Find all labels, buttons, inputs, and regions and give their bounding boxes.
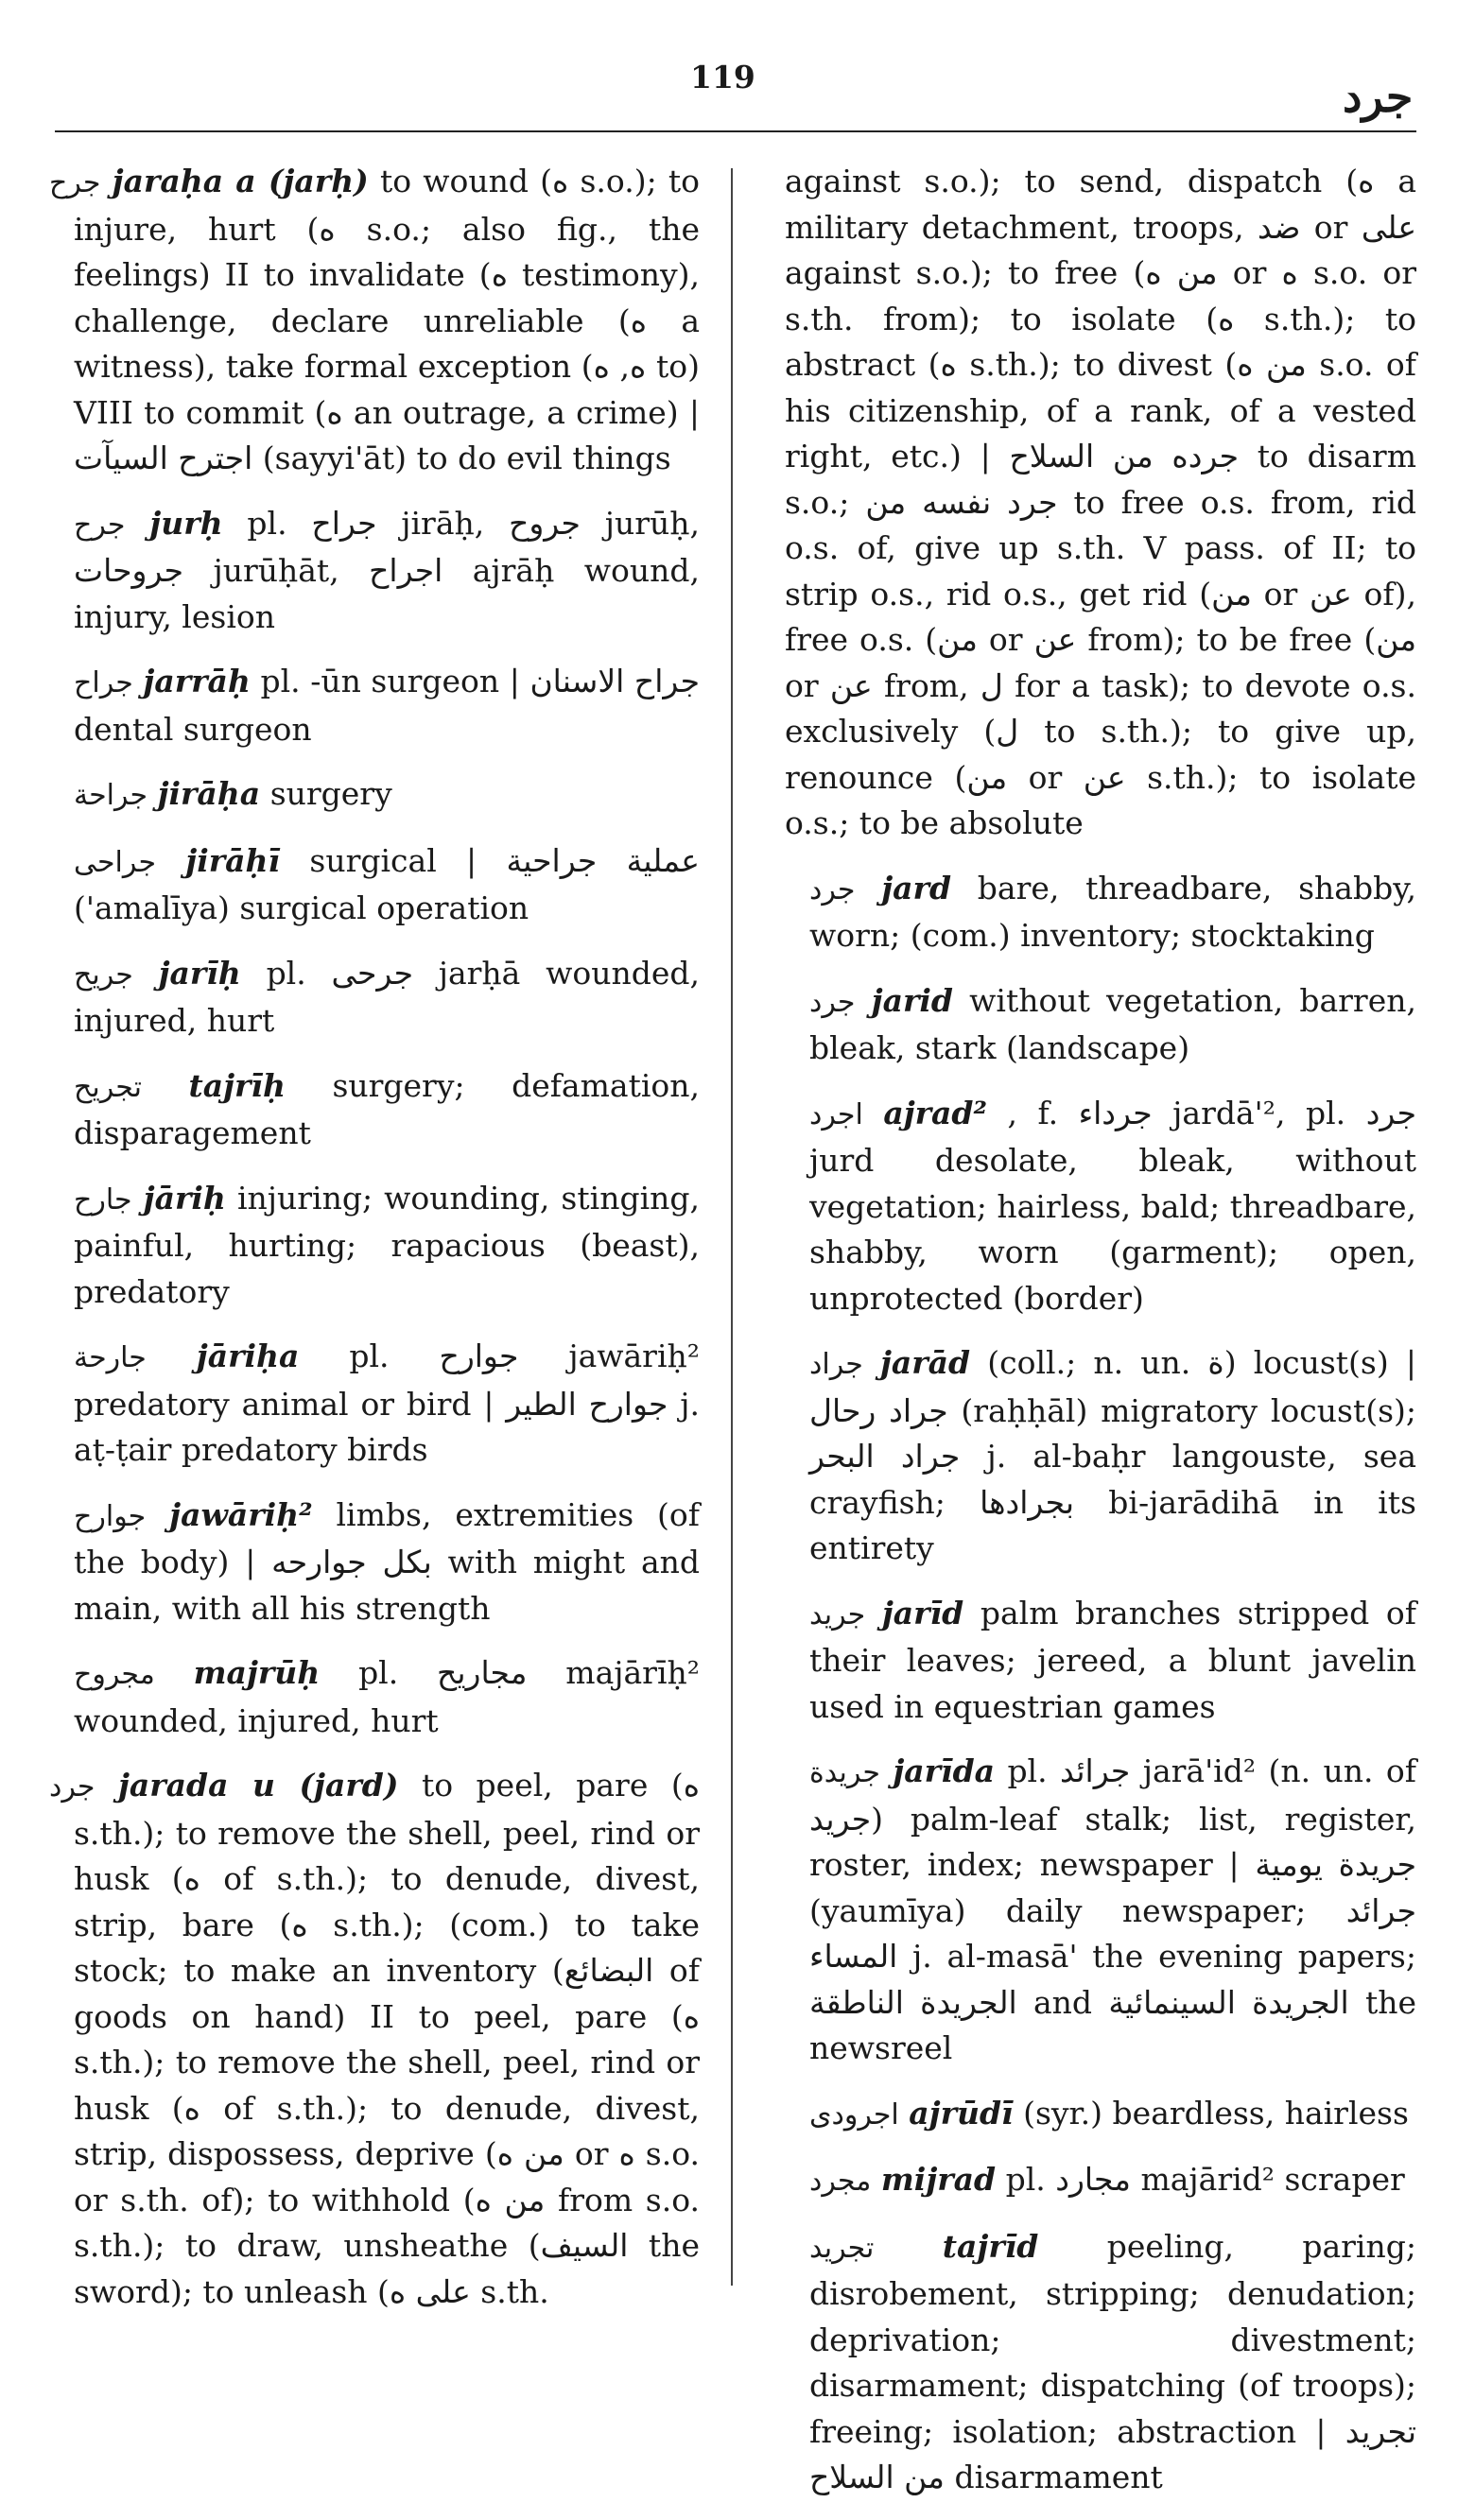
dictionary-entry (49, 659, 700, 752)
entry-transliteration: jaraḥa a (jarḥ) (112, 163, 369, 199)
dictionary-entry (785, 1091, 1416, 1322)
dictionary-entry (49, 1650, 700, 1744)
entry-transliteration: jarid (871, 981, 953, 1019)
dictionary-entry (49, 1493, 700, 1632)
entry-arabic: اجرودى (809, 2097, 899, 2132)
entry-gloss: pl. جراح jirāḥ, جروح jurūḥ, جروحات jurūḥāt, اجراح ajrāḥ wound, injury, lesion (74, 504, 701, 635)
entry-gloss: limbs, extremities (of the body) | بكل جوارحه with might and main, with all his strength (74, 1495, 700, 1627)
entry-gloss: to wound (ه s.o.); to injure, hurt (ه s.o.; also fig., the feelings) II to invalidate (ه testimony), challenge, declare unreliable (ه a witness), take formal exception (ه, ه to) VIII to commit (ه an outrage, a crime) | اجترح السيآت (sayyi'āt) to do evil things (74, 163, 700, 476)
entry-gloss: bare, threadbare, shabby, worn; (com.) inventory; stocktaking (809, 869, 1416, 954)
entry-transliteration: jarīda (893, 1752, 996, 1789)
entry-arabic: جريد (809, 1597, 866, 1631)
right-column (785, 159, 1416, 2520)
dictionary-entry (49, 1334, 700, 1474)
dictionary-entry (49, 951, 700, 1044)
dictionary-entry (785, 978, 1416, 1072)
dictionary-entry (49, 771, 700, 820)
dictionary-entry (785, 2091, 1416, 2139)
entry-gloss: pl. مجاريح majārīḥ² wounded, injured, hurt (74, 1654, 700, 1739)
entry-gloss: surgical | عملية جراحية ('amalīya) surgical operation (74, 841, 700, 926)
entry-transliteration: majrūḥ (193, 1654, 321, 1691)
entry-gloss: pl. جرحى jarḥā wounded, injured, hurt (74, 954, 700, 1039)
entry-transliteration: jarrāḥ (143, 663, 251, 699)
entry-transliteration: jirāḥa (157, 775, 261, 812)
entry-gloss: against s.o.); to send, dispatch (ه a military detachment, troops, ضد or على against s.o.); to free (من ه or ه s.o. or s.th. from); to isolate (ه s.th.); to abstract (ه s.th.); to divest (من ه s.o. of his citizenship, of a rank, of a vested right, etc.) | جرده من السلاح to disarm s.o.; جرد نفسه من to free o.s. from, rid o.s. of, give up s.th. V pass. of II; to strip o.s., rid o.s., get rid (من or عن of), free o.s. (من or عن from); to be free (من or عن from, ل for a task); to devote o.s. exclusively (ل to s.th.); to give up, renounce (من or عن s.th.); to isolate o.s.; to be absolute (785, 163, 1417, 841)
entry-arabic: جراحة (74, 779, 148, 812)
entry-gloss: palm branches stripped of their leaves; jereed, a blunt javelin used in equestrian games (809, 1594, 1416, 1725)
entry-arabic: جارحة (74, 1341, 147, 1374)
root-heading: جرد (1343, 71, 1414, 122)
entry-arabic: تجريد (809, 2231, 875, 2265)
top-rule (55, 130, 1416, 132)
entry-transliteration: mijrad (880, 2161, 997, 2198)
dictionary-entry (49, 1176, 700, 1316)
page-number: 119 (690, 59, 755, 95)
entry-gloss: surgery (269, 775, 392, 812)
dictionary-entry (49, 1763, 700, 2315)
entry-transliteration: jarada u (jard) (117, 1767, 399, 1804)
entry-arabic: اجرد (809, 1097, 863, 1131)
dictionary-entry (49, 838, 700, 932)
entry-arabic: جراح (74, 666, 133, 699)
entry-gloss: peeling, paring; disrobement, stripping; denudation; deprivation; divestment; disarmament; dispatching (of troops); freeing; isolation; abstraction | تجريد من السلاح disarmament (809, 2227, 1416, 2495)
entry-gloss: pl. جوارح jawāriḥ² predatory animal or bird | جوارح الطير j. aṭ-ṭair predatory birds (74, 1338, 700, 1468)
entry-transliteration: ajrūdī (909, 2094, 1014, 2132)
entry-arabic: مجروح (74, 1658, 155, 1691)
entry-arabic: جريح (74, 958, 133, 992)
entry-arabic: مجرد (809, 2165, 872, 2198)
entry-transliteration: jurḥ (149, 504, 223, 542)
entry-transliteration: tajrīḥ (188, 1066, 286, 1104)
entry-transliteration: tajrīd (942, 2227, 1039, 2265)
entry-arabic: جرح (49, 166, 101, 199)
entry-transliteration: jarād (879, 1344, 971, 1381)
entry-gloss: surgery; defamation, disparagement (74, 1066, 700, 1151)
dictionary-entry (785, 1591, 1416, 1731)
dictionary-entry (785, 2224, 1416, 2501)
entry-transliteration: jard (881, 869, 952, 906)
entry-gloss: to peel, pare (ه s.th.); to remove the shell, peel, rind or husk (ه of s.th.); to denude, divest, strip, bare (ه s.th.); (com.) to take stock; to make an inventory (البضائع of goods on hand) II to peel, pare (ه s.th.); to remove the shell, peel, rind or husk (ه of s.th.); to denude, divest, strip, dispossess, deprive (من ه or ه s.o. or s.th. of); to withhold (من ه from s.o. s.th.); to draw, unsheathe (السيف the sword); to unleash (على ه s.th. (74, 1767, 700, 2310)
entry-gloss: pl. مجارد majārid² scraper (1005, 2161, 1405, 2198)
dictionary-entry (785, 2157, 1416, 2205)
entry-arabic: جارح (74, 1182, 132, 1217)
entry-arabic: جرح (74, 508, 126, 542)
entry-arabic: جرد (809, 872, 856, 906)
entry-gloss: injuring; wounding, stinging, painful, hurting; rapacious (beast), predatory (74, 1179, 700, 1310)
entry-gloss: (coll.; n. un. ة) locust(s) | جراد رحال (raḥḥāl) migratory locust(s); جراد البحر j. al-baḥr langouste, sea crayfish; بجرادها bi-jarādihā in its entirety (809, 1344, 1417, 1566)
entry-gloss: pl. جرائد jarā'id² (n. un. of جريد) palm-leaf stalk; list, register, roster, index; newspaper | جريدة يومية (yaumīya) daily newspaper; جرائد المساء j. al-masā' the evening papers; الجريدة الناطقة and الجريدة السينمائية the newsreel (809, 1752, 1417, 2066)
entry-transliteration: jirāḥī (185, 841, 281, 879)
entry-transliteration: jāriḥ (143, 1179, 226, 1217)
entry-transliteration: jarīd (881, 1594, 964, 1631)
left-column (49, 159, 700, 2334)
entry-arabic: جوارح (74, 1499, 147, 1533)
dictionary-entry (49, 159, 700, 482)
entry-arabic: جرد (49, 1770, 95, 1804)
entry-gloss: (syr.) beardless, hairless (1023, 2094, 1409, 2132)
entry-arabic: جرد (809, 985, 856, 1019)
entry-arabic: جراحى (74, 845, 156, 879)
column-rule (731, 168, 733, 2286)
entry-gloss: pl. -ūn surgeon | جراح الاسنان dental surgeon (74, 663, 700, 748)
entry-transliteration: jāriḥa (196, 1338, 300, 1374)
entry-gloss: , f. جرداء jardā'², pl. جرد jurd desolate, bleak, without vegetation; hairless, bald; threadbare, shabby, worn (garment); open, unprotected (border) (809, 1094, 1416, 1317)
entry-transliteration: jawāriḥ² (169, 1495, 313, 1533)
dictionary-entry (785, 1340, 1416, 1572)
dictionary-entry (49, 1063, 700, 1157)
dictionary-entry (785, 1749, 1416, 2072)
dictionary-entry (49, 501, 700, 641)
entry-gloss: without vegetation, barren, bleak, stark (landscape) (809, 981, 1416, 1066)
entry-arabic: تجريح (74, 1070, 142, 1104)
entry-transliteration: jarīḥ (158, 954, 241, 992)
dictionary-entry (785, 866, 1416, 959)
entry-arabic: جريدة (809, 1756, 880, 1789)
dictionary-entry (785, 159, 1416, 847)
entry-arabic: جراد (809, 1348, 863, 1381)
entry-transliteration: ajrad² (883, 1094, 987, 1131)
